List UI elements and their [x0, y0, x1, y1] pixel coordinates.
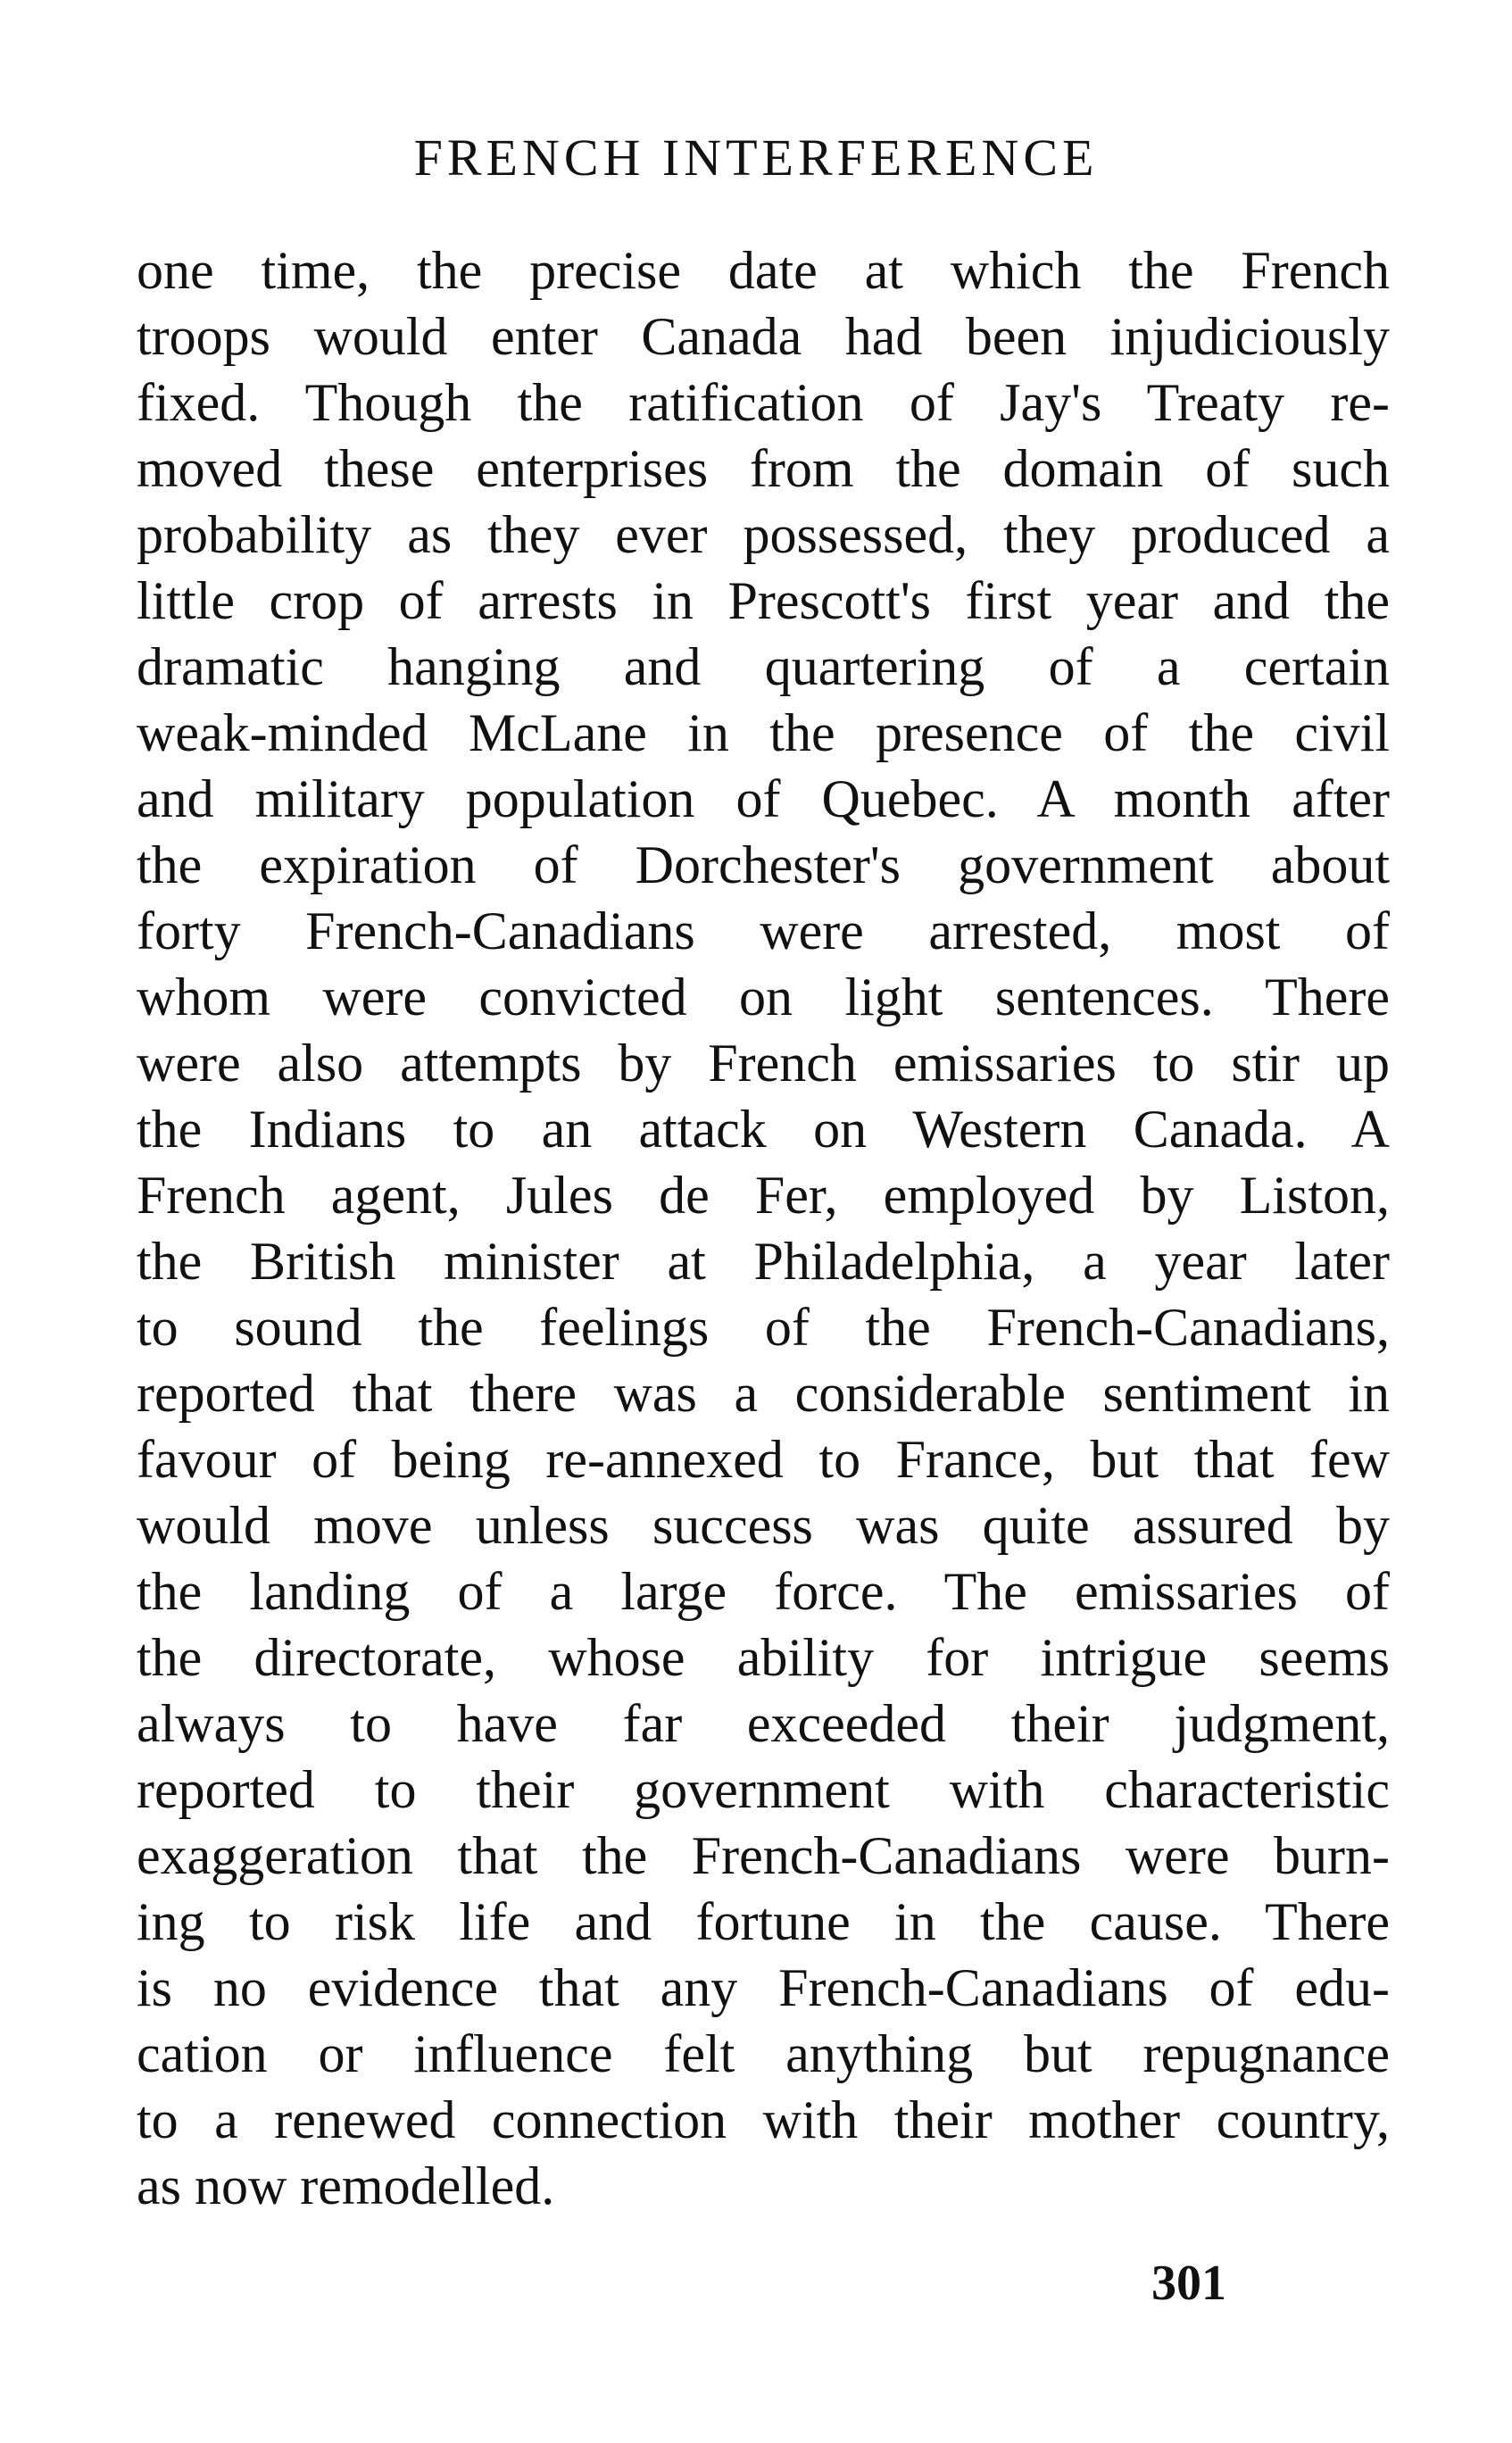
running-head: FRENCH INTERFERENCE	[413, 129, 1099, 187]
text-line: reported to their government with characteristic	[137, 1760, 1390, 1819]
text-line: French agent, Jules de Fer, employed by Liston,	[137, 1166, 1390, 1225]
text-line: favour of being re-annexed to France, but that few	[137, 1430, 1390, 1489]
text-line: the Indians to an attack on Western Canada. A	[137, 1100, 1390, 1159]
text-line: were also attempts by French emissaries to stir up	[137, 1034, 1390, 1093]
text-line: to a renewed connection with their mother country,	[137, 2090, 1390, 2149]
text-line: whom were convicted on light sentences. There	[137, 968, 1390, 1026]
text-line: probability as they ever possessed, they produced a	[137, 505, 1390, 564]
text-line: the British minister at Philadelphia, a year later	[137, 1232, 1390, 1291]
text-line: exaggeration that the French-Canadians were burn-	[137, 1826, 1390, 1885]
text-line: would move unless success was quite assured by	[137, 1496, 1390, 1555]
text-line: weak-minded McLane in the presence of the civil	[137, 703, 1390, 762]
text-line: forty French-Canadians were arrested, most of	[137, 902, 1390, 960]
text-line: troops would enter Canada had been injudiciously	[137, 307, 1390, 366]
text-line: reported that there was a considerable sentiment in	[137, 1364, 1390, 1423]
text-line: dramatic hanging and quartering of a certain	[137, 637, 1390, 696]
text-line: little crop of arrests in Prescott's first year and the	[137, 571, 1390, 630]
text-line: as now remodelled.	[137, 2156, 555, 2215]
text-line: the landing of a large force. The emissaries of	[137, 1562, 1390, 1621]
text-line: cation or influence felt anything but repugnance	[137, 2024, 1390, 2083]
text-line: fixed. Though the ratification of Jay's Treaty re-	[137, 373, 1390, 432]
text-line: ing to risk life and fortune in the cause. There	[137, 1892, 1390, 1951]
page-number: 301	[1151, 2256, 1226, 2311]
text-line: to sound the feelings of the French-Canadians,	[137, 1298, 1390, 1357]
text-line: moved these enterprises from the domain of such	[137, 439, 1390, 498]
text-line: the expiration of Dorchester's government about	[137, 835, 1390, 894]
text-line: the directorate, whose ability for intrigue seems	[137, 1628, 1390, 1687]
text-line: one time, the precise date at which the French	[137, 241, 1390, 300]
text-line: is no evidence that any French-Canadians of edu-	[137, 1958, 1390, 2017]
text-line: and military population of Quebec. A month after	[137, 769, 1390, 828]
body-text	[137, 237, 1390, 2219]
text-line: always to have far exceeded their judgment,	[137, 1694, 1390, 1753]
